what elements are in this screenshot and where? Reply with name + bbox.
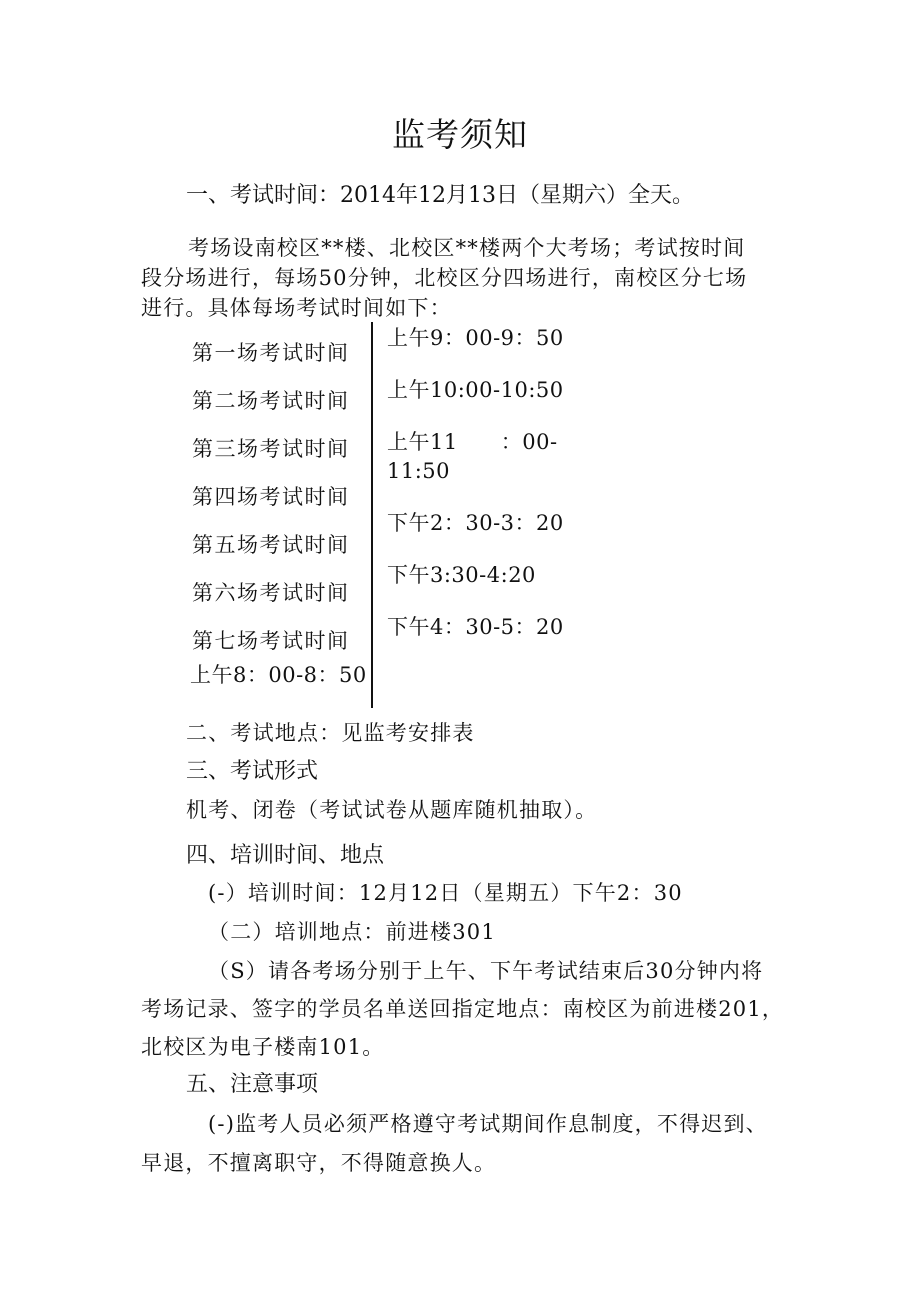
section-1-paragraph-line-3: 进行。具体每场考试时间如下： [141, 296, 452, 320]
section-5-heading: 五、注意事项 [186, 1072, 319, 1097]
session-2-time: 上午10:00-10:50 [387, 378, 564, 402]
section-4-item-3-line-2: 考场记录、签字的学员名单送回指定地点：南校区为前进楼201， [141, 997, 785, 1021]
session-6-time: 下午4：30-5：20 [387, 615, 564, 639]
session-1-time: 上午9：00-9：50 [387, 326, 564, 350]
session-6-label: 第六场考试时间 [192, 581, 350, 605]
section-1-heading: 一、考试时间：2014年12月13日（星期六）全天。 [186, 183, 694, 208]
section-2-heading: 二、考试地点：见监考安排表 [186, 721, 475, 745]
session-3-label: 第三场考试时间 [192, 437, 350, 461]
section-4-item-2: （二）培训地点：前进楼301 [208, 920, 496, 944]
session-7-label: 第七场考试时间 [192, 629, 350, 653]
session-2-label: 第二场考试时间 [192, 389, 350, 413]
session-3-time: 上午11 ：00- [387, 430, 558, 454]
section-5-item-1-line-1: (-)监考人员必须严格遵守考试期间作息制度，不得迟到、 [208, 1112, 768, 1136]
section-4-item-3-line-1: （S）请各考场分别于上午、下午考试结束后30分钟内将 [208, 959, 764, 983]
section-3-text: 机考、闭卷（考试试卷从题库随机抽取）。 [186, 798, 598, 822]
schedule-divider-line [371, 322, 373, 708]
session-5-label: 第五场考试时间 [192, 533, 350, 557]
session-3-time-continued: 11:50 [387, 459, 451, 483]
section-4-heading: 四、培训时间、地点 [186, 843, 385, 868]
section-3-heading: 三、考试形式 [186, 759, 319, 784]
session-4-time: 下午2：30-3：20 [387, 511, 564, 535]
session-7-time: 上午8：00-8：50 [190, 663, 367, 687]
section-4-item-3-line-3: 北校区为电子楼南101。 [141, 1035, 385, 1059]
session-1-label: 第一场考试时间 [192, 341, 350, 365]
section-1-paragraph-line-2: 段分场进行，每场50分钟，北校区分四场进行，南校区分七场 [141, 266, 748, 290]
section-1-paragraph-line-1: 考场设南校区**楼、北校区**楼两个大考场；考试按时间 [188, 236, 746, 260]
page-title: 监考须知 [392, 115, 528, 154]
session-4-label: 第四场考试时间 [192, 485, 350, 509]
section-5-item-1-line-2: 早退，不擅离职守，不得随意换人。 [141, 1151, 497, 1175]
session-5-time: 下午3:30-4:20 [387, 563, 536, 587]
section-4-item-1: (-）培训时间：12月12日（星期五）下午2：30 [208, 881, 683, 905]
